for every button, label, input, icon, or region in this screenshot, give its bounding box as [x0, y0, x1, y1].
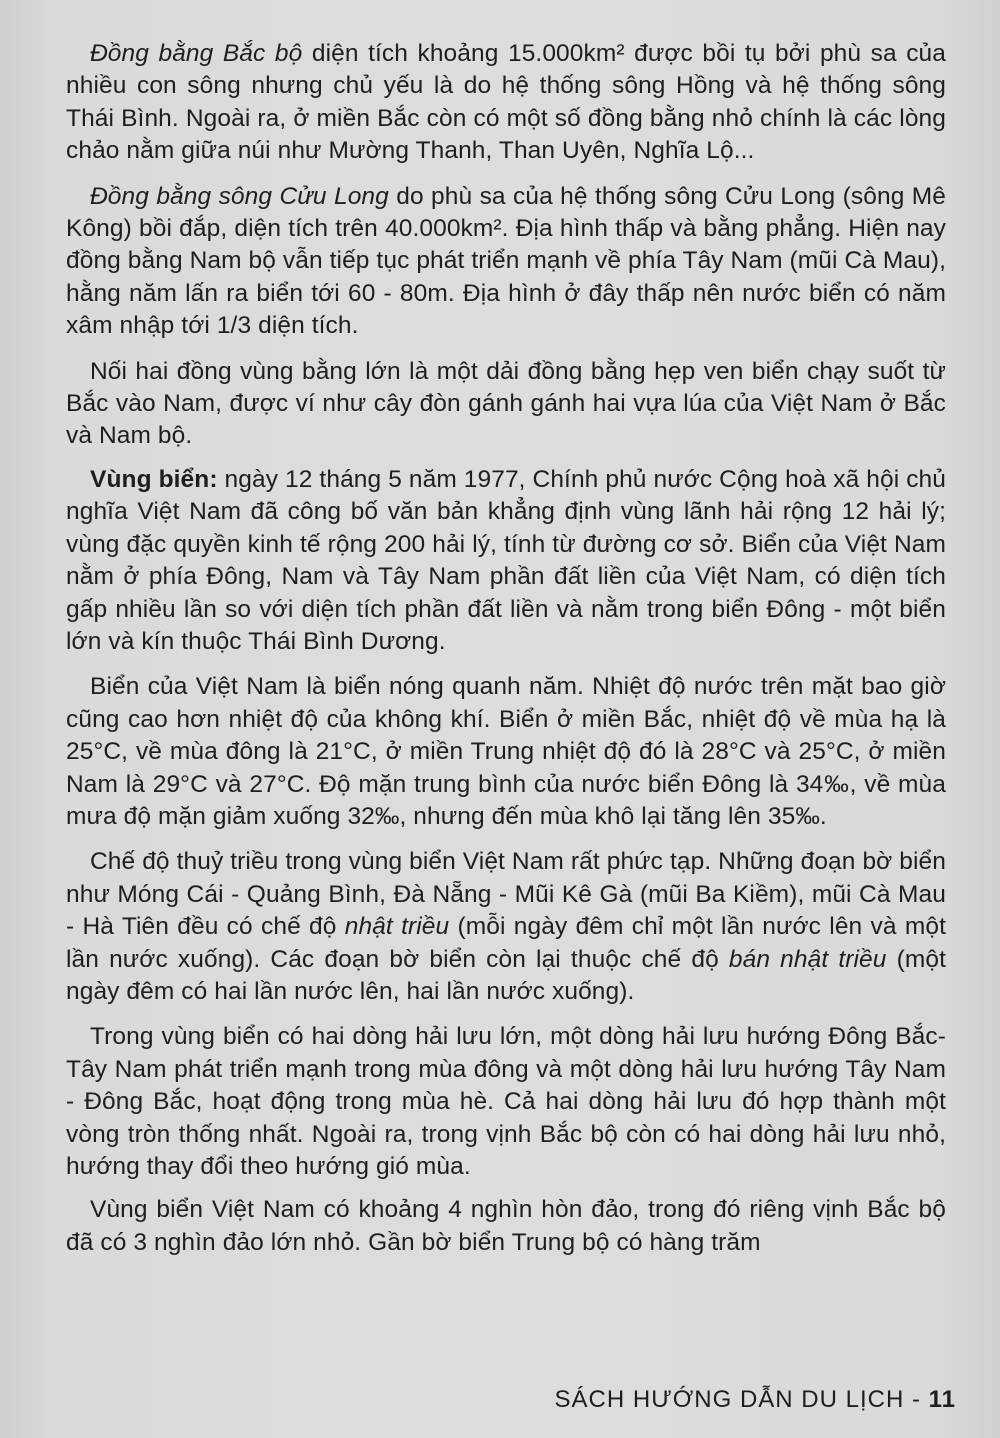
- term-mekong-delta: Đồng bằng sông Cửu Long: [90, 182, 389, 210]
- paragraph-islands: [66, 1194, 946, 1259]
- paragraph-mekong-delta: [66, 181, 946, 343]
- paragraph-tides: [66, 846, 946, 1008]
- paragraph-text: Biển của Việt Nam là biển nóng quanh năm. Nhiệt độ nước trên mặt bao giờ cũng cao hơn nhiệt độ của không khí. Biển ở miền Bắc, nhiệt độ về mùa hạ là 25°C, về mùa đông là 21°C, ở miền Trung nhiệt độ đó là 28°C và 25°C, ở miền Nam là 29°C và 27°C. Độ mặn trung bình của nước biển Đông là 34‰, về mùa mưa độ mặn giảm xuống 32‰, nhưng đến mùa khô lại tăng lên 35‰.: [66, 673, 946, 830]
- paragraph-sea-area: [66, 464, 946, 658]
- paragraph-text: Nối hai đồng vùng bằng lớn là một dải đồng bằng hẹp ven biển chạy suốt từ Bắc vào Nam, được ví như cây đòn gánh gánh hai vựa lúa của Việt Nam ở Bắc và Nam bộ.: [66, 357, 946, 450]
- paragraph-text: Chế độ thuỷ triều trong vùng biển Việt Nam rất phức tạp. Những đoạn bờ biển như Móng Cái - Quảng Bình, Đà Nẵng - Mũi Kê Gà (mũi Ba Kiềm), mũi Cà Mau - Hà Tiên đều có chế độ: [66, 848, 946, 941]
- paragraph-text: Trong vùng biển có hai dòng hải lưu lớn, một dòng hải lưu hướng Đông Bắc-Tây Nam phát triển mạnh trong mùa đông và một dòng hải lưu hướng Tây Nam - Đông Bắc, hoạt động trong mùa hè. Cả hai dòng hải lưu đó hợp thành một vòng tròn thống nhất. Ngoài ra, trong vịnh Bắc bộ còn có hai dòng hải lưu nhỏ, hướng thay đổi theo hướng gió mùa.: [66, 1023, 946, 1180]
- body-text: [66, 38, 946, 1272]
- paragraph-text: diện tích khoảng 15.000km² được bồi tụ bởi phù sa của nhiều con sông nhưng chủ yếu là do hệ thống sông Hồng và hệ thống sông Thái Bình. Ngoài ra, ở miền Bắc còn có một số đồng bằng nhỏ chính là các lòng chảo nằm giữa núi như Mường Thanh, Than Uyên, Nghĩa Lộ...: [66, 40, 947, 165]
- paragraph-coastal-plain: [66, 356, 946, 453]
- running-footer-title: SÁCH HƯỚNG DẪN DU LỊCH -: [554, 1386, 929, 1413]
- term-sea-area: Vùng biển:: [90, 465, 218, 493]
- paragraph-sea-temperature: [66, 671, 946, 833]
- page-number: 11: [928, 1386, 956, 1413]
- term-diurnal-tide: nhật triều: [344, 913, 450, 941]
- paragraph-text: ngày 12 tháng 5 năm 1977, Chính phủ nước Cộng hoà xã hội chủ nghĩa Việt Nam đã công bố văn bản khẳng định vùng lãnh hải rộng 12 hải lý; vùng đặc quyền kinh tế rộng 200 hải lý, tính từ đường cơ sở. Biển của Việt Nam nằm ở phía Đông, Nam và Tây Nam phần đất liền của Việt Nam, có diện tích gấp nhiều lần so với diện tích phần đất liền và nằm trong biển Đông - một biển lớn và kín thuộc Thái Bình Dương.: [66, 465, 946, 655]
- term-semidiurnal-tide: bán nhật triều: [728, 945, 887, 973]
- paragraph-red-river-delta: [66, 38, 946, 168]
- page-footer: [555, 1386, 956, 1414]
- paragraph-text: do phù sa của hệ thống sông Cửu Long (sông Mê Kông) bồi đắp, diện tích trên 40.000km². Địa hình thấp và bằng phẳng. Hiện nay đồng bằng Nam bộ vẫn tiếp tục phát triển mạnh về phía Tây Nam (mũi Cà Mau), hằng năm lấn ra biển tới 60 - 80m. Địa hình ở đây thấp nên nước biển có năm xâm nhập tới 1/3 diện tích.: [66, 182, 947, 340]
- paragraph-text: (mỗi ngày đêm chỉ một lần nước lên và một lần nước xuống). Các đoạn bờ biển còn lại thuộc chế độ: [66, 913, 946, 973]
- paragraph-text: (một ngày đêm có hai lần nước lên, hai lần nước xuống).: [66, 945, 946, 1005]
- paragraph-text: Vùng biển Việt Nam có khoảng 4 nghìn hòn đảo, trong đó riêng vịnh Bắc bộ đã có 3 nghìn đảo lớn nhỏ. Gần bờ biển Trung bộ có hàng trăm: [66, 1196, 946, 1256]
- paragraph-currents: [66, 1021, 946, 1183]
- term-red-river-delta: Đồng bằng Bắc bộ: [90, 40, 303, 67]
